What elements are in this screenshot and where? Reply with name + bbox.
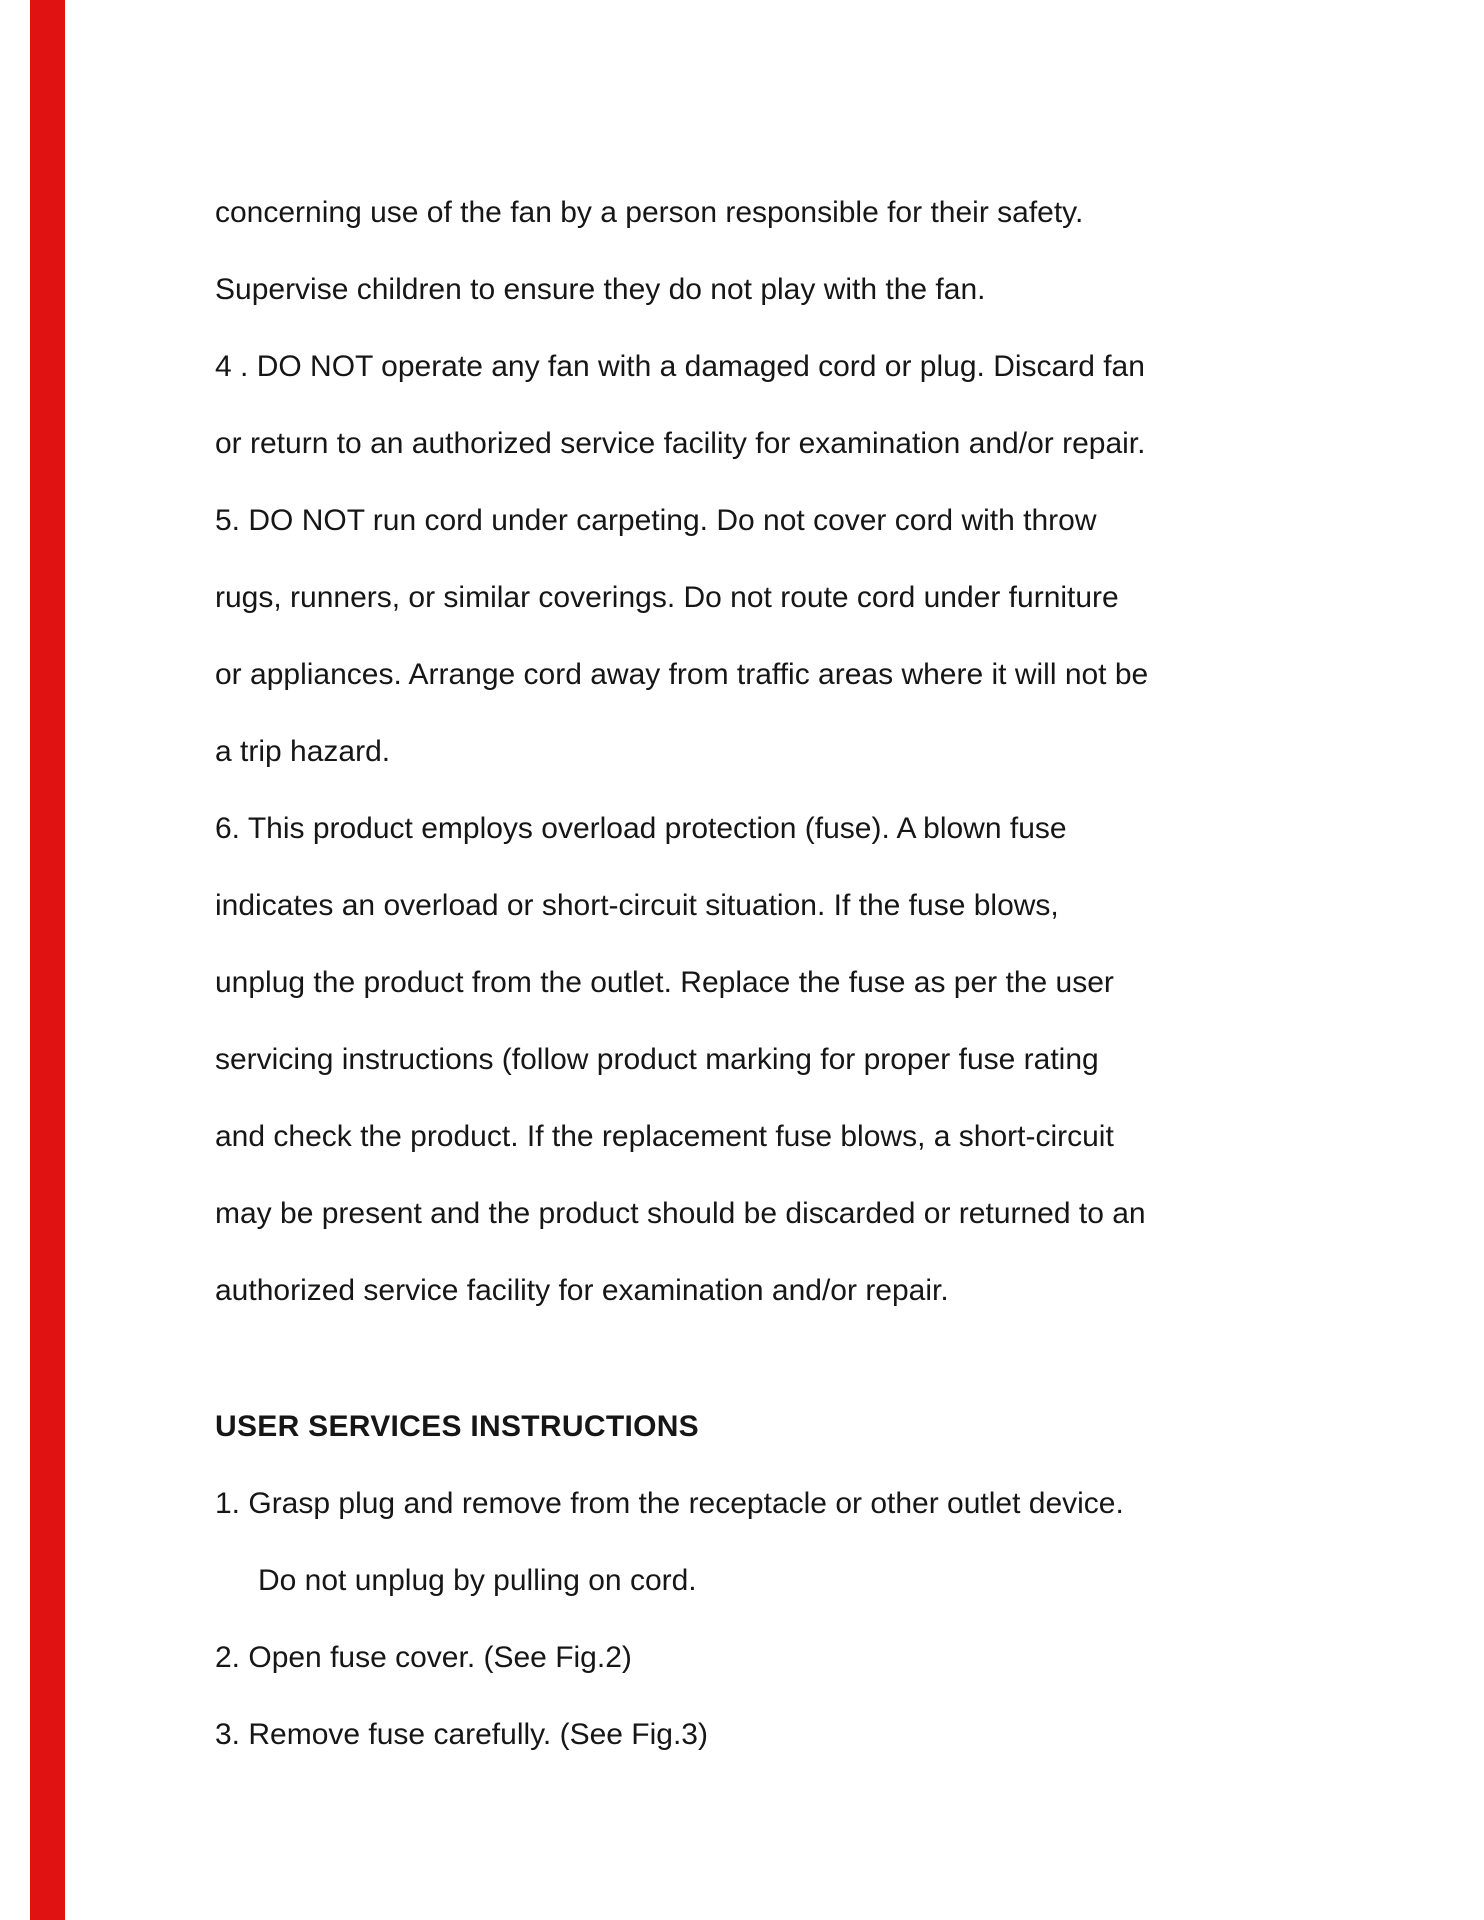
text-line: 5. DO NOT run cord under carpeting. Do not cover cord with throw — [215, 504, 1097, 537]
text-line: a trip hazard. — [215, 735, 391, 768]
section-heading-user-services: USER SERVICES INSTRUCTIONS — [215, 1410, 699, 1443]
text-line: indicates an overload or short-circuit situation. If the fuse blows, — [215, 889, 1059, 922]
list-item: 3. Remove fuse carefully. (See Fig.3) — [215, 1718, 708, 1751]
text-line: or appliances. Arrange cord away from traffic areas where it will not be — [215, 658, 1149, 691]
list-item-continuation: Do not unplug by pulling on cord. — [258, 1564, 697, 1597]
list-item: 1. Grasp plug and remove from the receptacle or other outlet device. — [215, 1487, 1124, 1520]
text-line: or return to an authorized service facility for examination and/or repair. — [215, 427, 1146, 460]
text-line: may be present and the product should be discarded or returned to an — [215, 1197, 1146, 1230]
scan-edge-stripe — [30, 0, 65, 1920]
text-line: concerning use of the fan by a person responsible for their safety. — [215, 196, 1084, 229]
text-line: authorized service facility for examination and/or repair. — [215, 1274, 949, 1307]
text-line: rugs, runners, or similar coverings. Do not route cord under furniture — [215, 581, 1119, 614]
text-line: servicing instructions (follow product marking for proper fuse rating — [215, 1043, 1099, 1076]
text-line: and check the product. If the replacement fuse blows, a short-circuit — [215, 1120, 1114, 1153]
document-text-column — [215, 174, 1375, 1773]
text-line: 6. This product employs overload protection (fuse). A blown fuse — [215, 812, 1067, 845]
list-item: 2. Open fuse cover. (See Fig.2) — [215, 1641, 632, 1674]
text-line: 4 . DO NOT operate any fan with a damaged cord or plug. Discard fan — [215, 350, 1145, 383]
text-line: unplug the product from the outlet. Replace the fuse as per the user — [215, 966, 1114, 999]
text-line: Supervise children to ensure they do not play with the fan. — [215, 273, 986, 306]
